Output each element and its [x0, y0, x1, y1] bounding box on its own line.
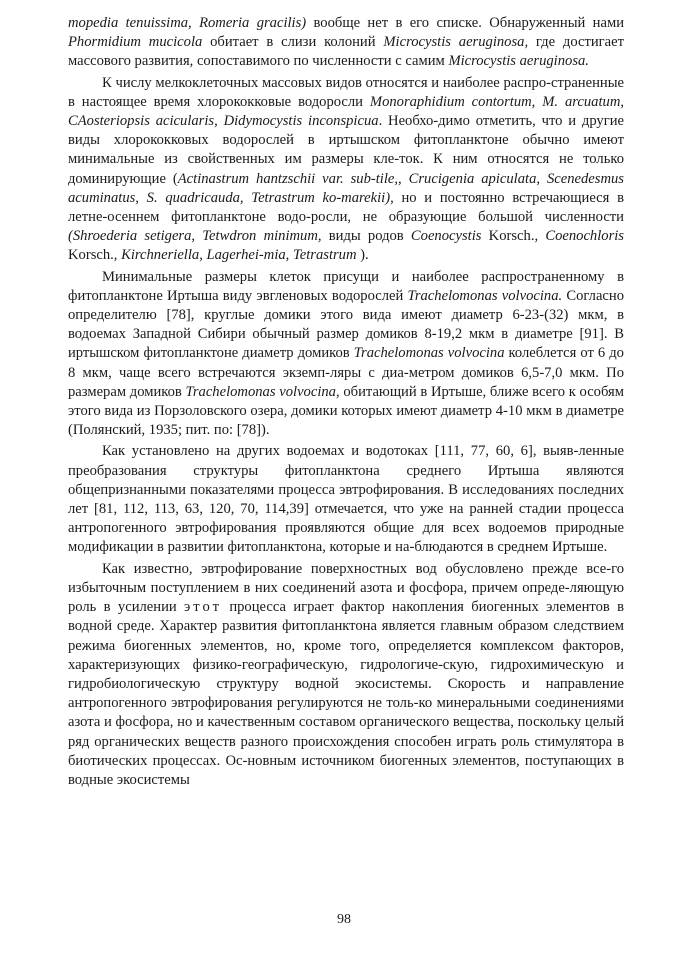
document-page — [68, 14, 624, 790]
paragraph-1: mopedia tenuissima, Romeria gracilis) вообще нет в его списке. Обнаруженный нами Phormidium mucicola обитает в слизи колоний Microcystis aeruginosa, где достигает массового развития, сопоставимого по численности с самим Microcystis aeruginosa. — [68, 15, 625, 70]
paragraph-3: Минимальные размеры клеток присущи и наиболее распространенному в фитопланктоне Иртыша виду эвгленовых водорослей Trachelomonas volvocina. Согласно определителю [78], круглые домики этого вида имеют диаметр 6-23-(32) мкм, в водоемах Западной Сибири обычный размер домиков 8-19,2 мкм в диаметре [91]. В иртышском фитопланктоне диаметр домиков Trachelomonas volvocina колеблется от 6 до 8 мкм, чаще всего встречаются экземп-ляры с диа-метром домиков 6,5-7,0 мкм. По размерам домиков Trachelomonas volvocina, обитающий в Иртыше, ближе всего к особям этого вида из Порзоловского озера, домики которых имеют диаметр 4-10 мкм в диаметре (Полянский, 1935; пит. по: [78]). — [68, 268, 624, 439]
paragraph-4: Как установлено на других водоемах и водотоках [111, 77, 60, 6], выяв-ленные преобразования структуры фитопланктона среднего Иртыша являются общепризнанными показателями процесса эвтрофирования. В исследованиях последних лет [81, 112, 113, 63, 120, 70, 114,39] отмечается, что уже на ранней стадии процесса антропогенного эвтрофирования проявляются общие для всех водоемов природные модификации в развитии фитопланктона, которые и на-блюдаются в среднем Иртыше. — [68, 443, 624, 556]
paragraph-5: Как известно, эвтрофирование поверхностных вод обусловлено прежде все-го избыточным поступлением в них соединений азота и фосфора, причем опреде-ляющую роль в усилении этот процесса играет фактор накопления биогенных элементов в водной среде. Характер развития фитопланктона является главным образом следствием режима биогенных элементов, но, кроме того, определяется комплексом факторов, характеризующих физико-географическую, гидрологиче-скую, гидрохимическую и гидробиологическую структуру водной экосистемы. Скорость и направление антропогенного эвтрофирования регулируются не толь-ко минеральными соединениями азота и фосфора, но и качественным составом органического вещества, поскольку целый ряд органических веществ разного происхождения способен играть роль стимулятора в биотических процессах. Ос-новным источником биогенных элементов, поступающих в водные экосистемы — [68, 560, 624, 788]
page-number: 98 — [337, 912, 351, 927]
paragraph-2: К числу мелкоклеточных массовых видов относятся и наиболее распро-страненные в настоящее время хлорококковые водоросли Monoraphidium contortum, M. arcuatum, CAosteriopsis acicularis, Didymocystis inconspicua. Необхо-димо отметить, что и другие виды хлорококковых водорослей в иртышском фитопланктоне обычно имеют минимальные из свойственных им размеры кле-ток. К ним относятся не только доминирующие (Actinastrum hantzschii var. sub-tile,, Crucigenia apiculata, Scenedesmus acuminatus, S. quadricauda, Tetrastrum ko-marekii), но и постоянно встречающиеся в летне-осеннем фитопланктоне водо-росли, не образующие большой численности (Shroederia setigera, Tetwdron minimum, виды родов Coenocystis Korsch., Coenochloris Korsch., Kirchneriella, Lagerhei-mia, Tetrastrum ). — [68, 74, 625, 264]
